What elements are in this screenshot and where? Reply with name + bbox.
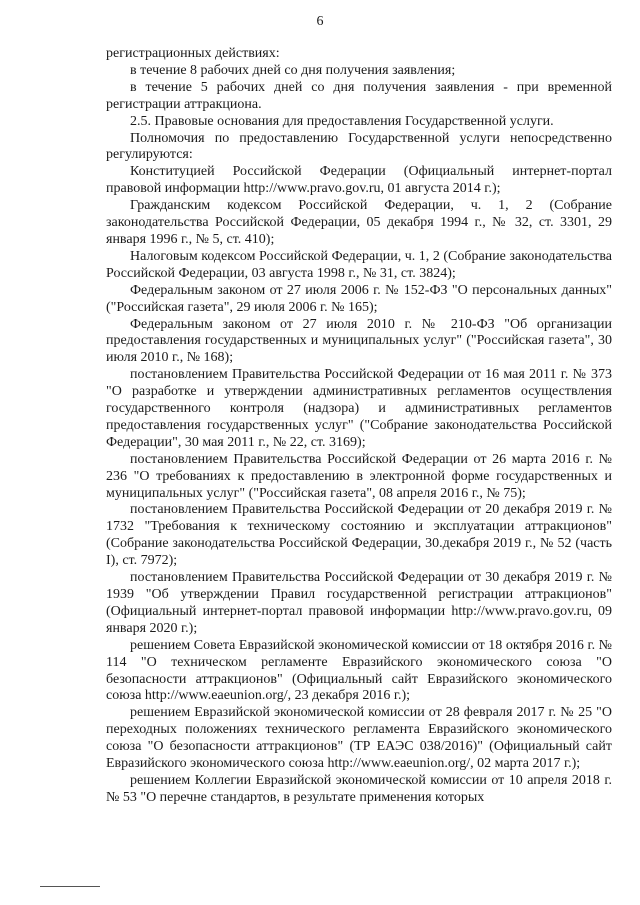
paragraph-term-5-days: в течение 5 рабочих дней со дня получения заявления - при временной регистрации аттракциона. [106,79,612,112]
legal-basis-decree-1732: постановлением Правительства Российской Федерации от 20 декабря 2019 г. № 1732 "Требования к техническому состоянию и эксплуатации аттракционов" (Собрание законодательства Российской Федерации, 30.декабря 2019 г., № 52 (часть I), ст. 7972); [106,502,612,569]
document-body [106,46,612,807]
paragraph-term-8-days: в течение 8 рабочих дней со дня получения заявления; [130,62,456,78]
legal-basis-civil-code: Гражданским кодексом Российской Федерации, ч. 1, 2 (Собрание законодательства Российской Федерации, 05 декабря 1994 г., № 32, ст. 3301, 29 января 1996 г., № 5, ст. 410); [106,198,612,247]
legal-basis-eec-decision-25: решением Евразийской экономической комиссии от 28 февраля 2017 г. № 25 "О переходных положениях технического регламента Евразийского экономического союза "О безопасности аттракционов" (ТР ЕАЭС 038/2016)" (Официальный сайт Евразийского экономического союза http://www.eaeunion.org/, 02 марта 2017 г.); [106,705,612,772]
legal-basis-tax-code: Налоговым кодексом Российской Федерации, ч. 1, 2 (Собрание законодательства Российской Федерации, 03 августа 1998 г., № 31, ст. 3824); [106,248,612,281]
footnote-separator [40,886,100,887]
page-number: 6 [316,14,324,29]
legal-basis-decree-373: постановлением Правительства Российской Федерации от 16 мая 2011 г. № 373 "О разработке и утверждении административных регламентов осуществления государственного контроля (надзора) и административных регламентов предоставления государственных услуг" ("Собрание законодательства Российской Федерации", 30 мая 2011 г., № 22, ст. 3169); [106,367,612,450]
legal-basis-decree-1939: постановлением Правительства Российской Федерации от 30 декабря 2019 г. № 1939 "Об утверждении Правил государственной регистрации аттракционов" (Официальный интернет-портал правовой информации http://www.pravo.gov.ru, 09 января 2020 г.); [106,570,612,636]
paragraph-powers: Полномочия по предоставлению Государственной услуги непосредственно регулируются: [106,130,612,163]
paragraph-registration-actions: регистрационных действиях: [106,46,280,61]
section-heading-2-5: 2.5. Правовые основания для предоставления Государственной услуги. [130,113,554,129]
legal-basis-decree-236: постановлением Правительства Российской Федерации от 26 марта 2016 г. № 236 "О требованиях к предоставлению в электронной форме государственных и муниципальных услуг" ("Российская газета", 08 апреля 2016 г., № 75); [106,451,612,501]
legal-basis-eec-board-decision-53: решением Коллегии Евразийской экономической комиссии от 10 апреля 2018 г. № 53 "О перечне стандартов, в результате применения которых [106,772,612,805]
legal-basis-constitution: Конституцией Российской Федерации (Официальный интернет-портал правовой информации http://www.pravo.gov.ru, 01 августа 2014 г.); [106,164,612,197]
legal-basis-law-152: Федеральным законом от 27 июля 2006 г. № 152-ФЗ "О персональных данных" ("Российская газета", 29 июля 2006 г. № 165); [106,282,612,315]
legal-basis-law-210: Федеральным законом от 27 июля 2010 г. № 210-ФЗ "Об организации предоставления государственных и муниципальных услуг" ("Российская газета", 30 июля 2010 г., № 168); [106,316,612,366]
legal-basis-eec-decision-114: решением Совета Евразийской экономической комиссии от 18 октября 2016 г. № 114 "О техническом регламенте Евразийского экономического союза "О безопасности аттракционов" (Официальный сайт Евразийского экономического союза http://www.eaeunion.org/, 23 декабря 2016 г.); [106,637,612,704]
